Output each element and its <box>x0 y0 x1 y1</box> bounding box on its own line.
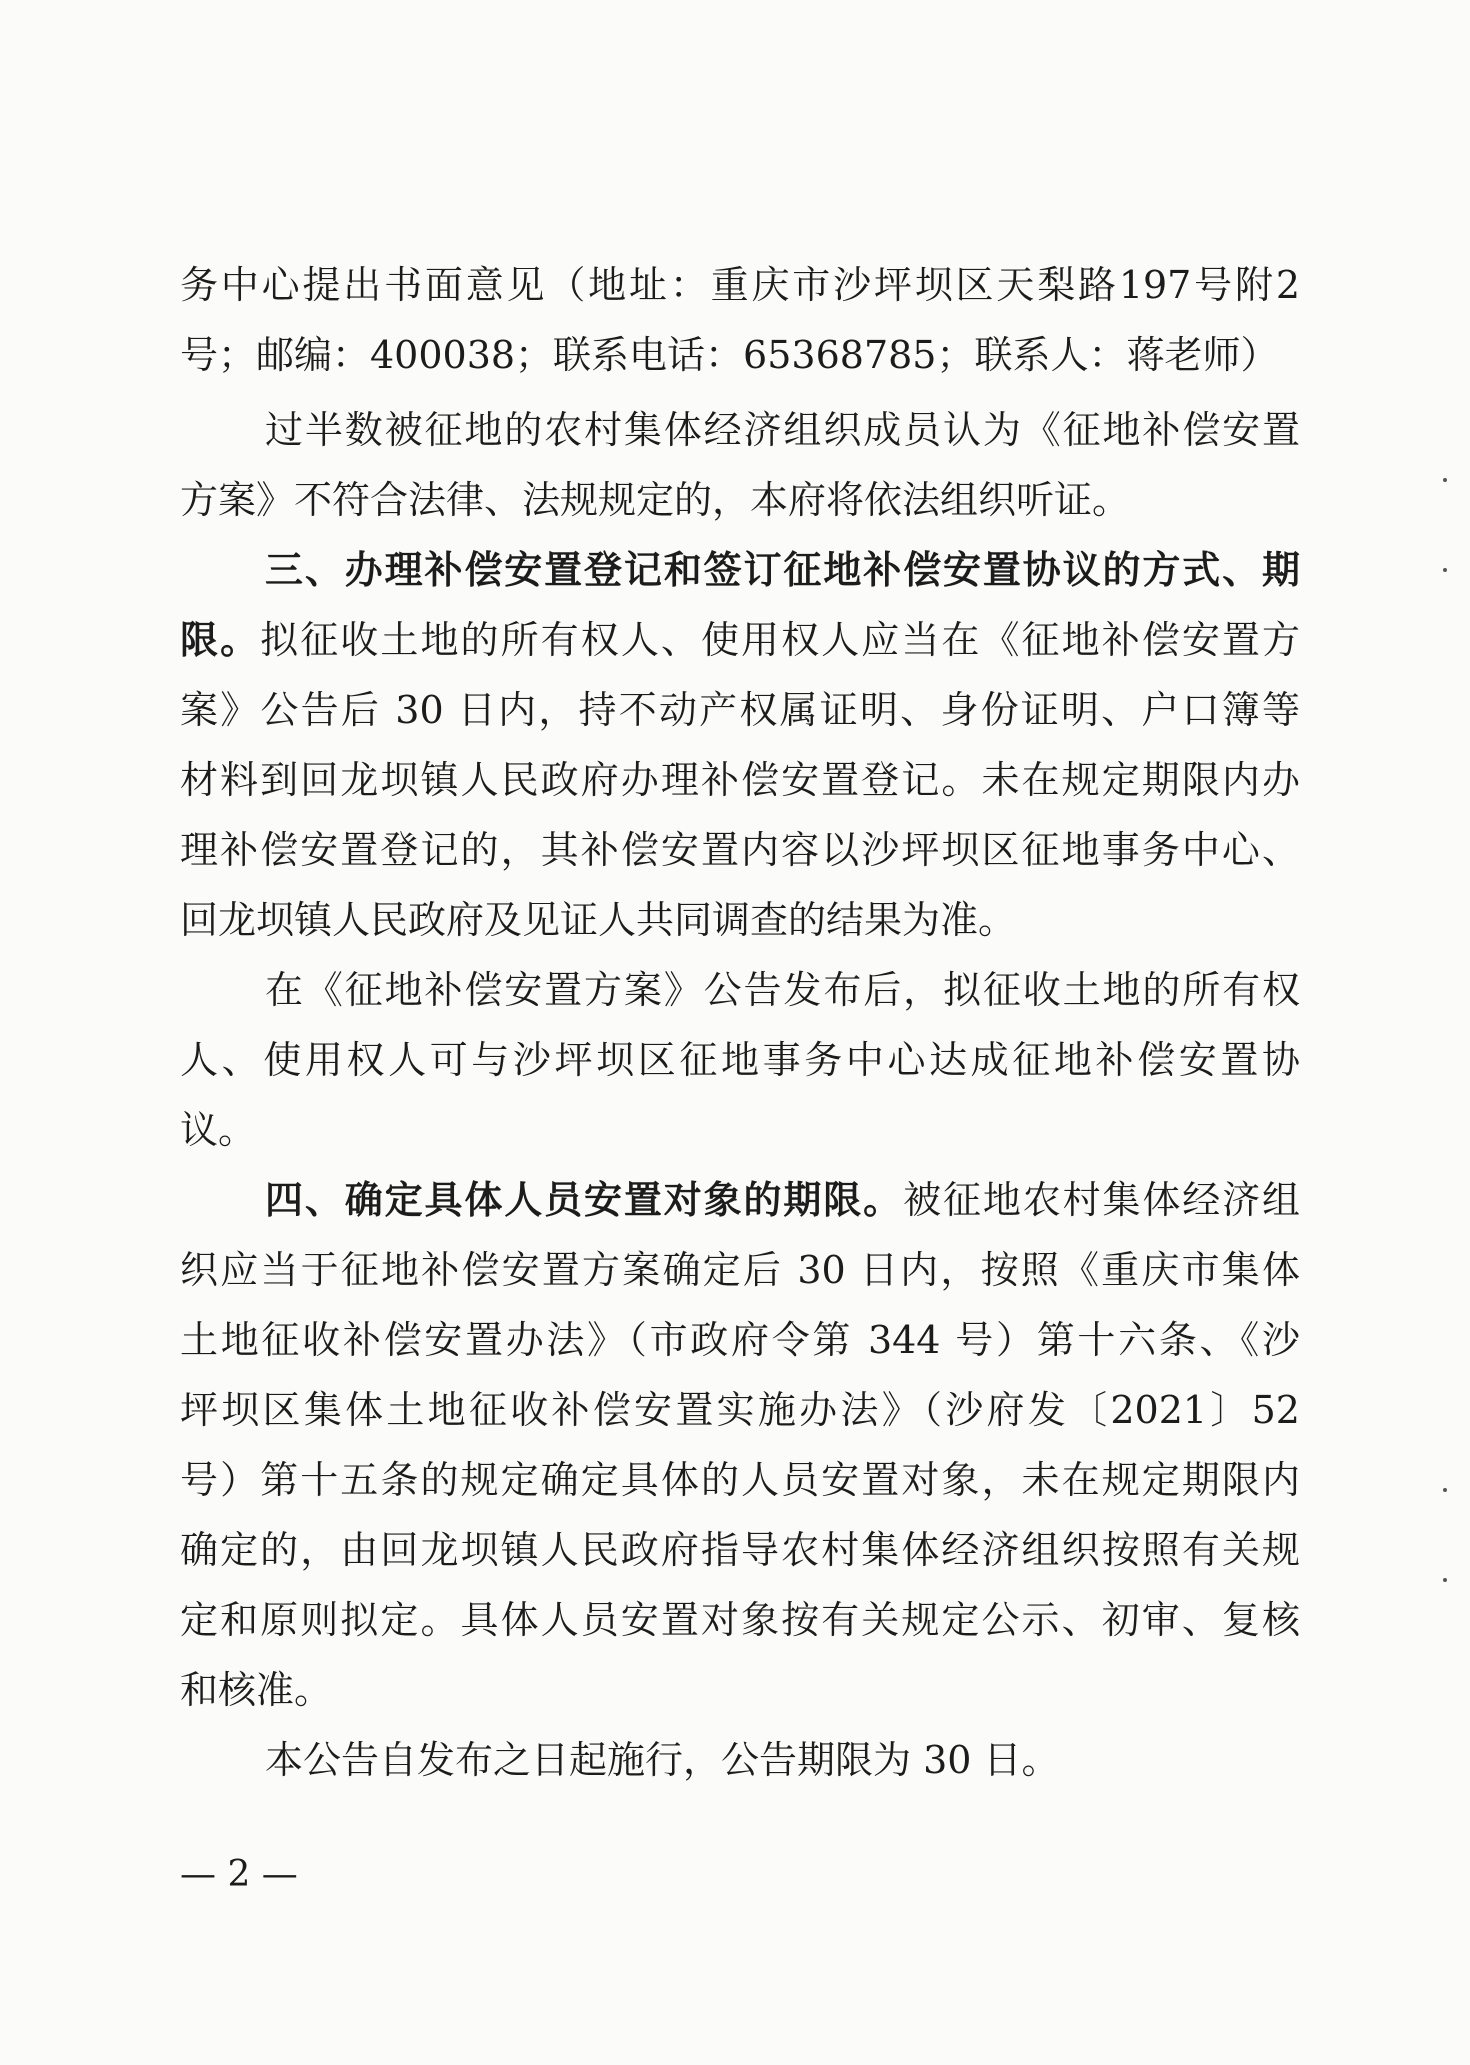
paragraph-line: 方案》不符合法律、法规规定的，本府将依法组织听证。 <box>180 478 1131 522</box>
paragraph-line: 在《征地补偿安置方案》公告发布后，拟征收土地的所有权 <box>265 968 1300 1012</box>
page-number: — 2 — <box>180 1854 298 1895</box>
paragraph-line <box>265 1165 1300 1235</box>
paragraph-line: 土地征收补偿安置办法》（市政府令第 344 号）第十六条、《沙 <box>180 1318 1300 1362</box>
paragraph-line: 人、使用权人可与沙坪坝区征地事务中心达成征地补偿安置协 <box>180 1038 1300 1082</box>
paragraph-line: 案》公告后 30 日内，持不动产权属证明、身份证明、户口簿等 <box>180 688 1300 732</box>
paragraph-line: 议。 <box>180 1108 257 1152</box>
paragraph-line: 理补偿安置登记的，其补偿安置内容以沙坪坝区征地事务中心、 <box>180 828 1300 872</box>
paragraph-line: 本公告自发布之日起施行，公告期限为 30 日。 <box>265 1738 1060 1782</box>
paragraph-line: 号；邮编：400038；联系电话：65368785；联系人：蒋老师） <box>180 333 1279 377</box>
scan-speck <box>1443 478 1447 482</box>
section-heading: 四、确定具体人员安置对象的期限。 <box>265 1177 904 1222</box>
paragraph-line: 织应当于征地补偿安置方案确定后 30 日内，按照《重庆市集体 <box>180 1248 1300 1292</box>
paragraph-line: 和核准。 <box>180 1668 333 1712</box>
paragraph-line: 回龙坝镇人民政府及见证人共同调查的结果为准。 <box>180 898 1017 942</box>
paragraph-line: 材料到回龙坝镇人民政府办理补偿安置登记。未在规定期限内办 <box>180 758 1300 802</box>
paragraph-line: 确定的，由回龙坝镇人民政府指导农村集体经济组织按照有关规 <box>180 1528 1300 1572</box>
section-heading-end: 限。 <box>180 617 261 662</box>
scan-speck <box>1443 1488 1447 1492</box>
paragraph-line: 号）第十五条的规定确定具体的人员安置对象，未在规定期限内 <box>180 1458 1300 1502</box>
paragraph-line: 务中心提出书面意见（地址：重庆市沙坪坝区天梨路197号附2 <box>180 263 1300 307</box>
section-heading: 三、办理补偿安置登记和签订征地补偿安置协议的方式、期 <box>265 547 1300 592</box>
paragraph-text: 被征地农村集体经济组 <box>903 1178 1300 1222</box>
paragraph-line: 定和原则拟定。具体人员安置对象按有关规定公示、初审、复核 <box>180 1598 1300 1642</box>
paragraph-line: 坪坝区集体土地征收补偿安置实施办法》（沙府发〔2021〕52 <box>180 1388 1300 1432</box>
paragraph-line <box>180 605 1300 675</box>
paragraph-text: 拟征收土地的所有权人、使用权人应当在《征地补偿安置方 <box>260 618 1300 662</box>
scan-speck <box>1443 568 1447 572</box>
scan-speck <box>1443 1578 1447 1582</box>
paragraph-line: 过半数被征地的农村集体经济组织成员认为《征地补偿安置 <box>265 408 1300 452</box>
